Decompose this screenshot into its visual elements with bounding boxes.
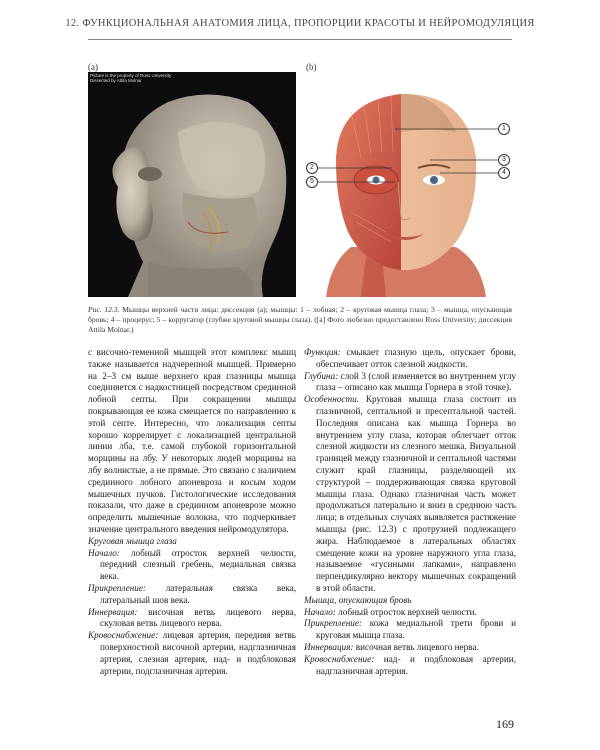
entry-insertion: Прикрепление: латеральная связка века, латеральный шов века. — [88, 582, 296, 605]
right-column — [304, 347, 516, 677]
section-title: Круговая мышца глаза — [88, 535, 177, 546]
photo-credit: Picture is the property of Ross University Dissected by Attila Molnar — [90, 73, 172, 83]
running-header: 12. ФУНКЦИОНАЛЬНАЯ АНАТОМИЯ ЛИЦА, ПРОПОРЦИИ КРАСОТЫ И НЕЙРОМОДУЛЯЦИЯ — [65, 18, 535, 29]
entry-insertion-2: Прикрепление: кожа медиальной трети брови и круговая мышца глаза. — [304, 618, 516, 641]
entry-depth: Глубина: слой 3 (слой изменяется во внутреннем углу глаза – описано как мышца Горнера в этой точке). — [304, 370, 516, 393]
left-column — [88, 347, 296, 677]
entry-features: Особенности. Круговая мышца глаза состоит из глазничной, септальной и пресептальной частей. Последняя описана как мышца Горнера во внутреннем углу глаза, которая облегчает отток слезной жидкости из слезного мешка. Визуальной границей между глазничной и септальной частями служит край глазницы, разделяющей их структурой – поддерживающая связка круговой мышцы глаза. Однако глазничная часть может продолжаться латерально и вниз в среднюю часть лица; в отдельных случаях выявляется растяжение мышцы (рис. 12.3) с протрузией подлежащего жира. Наблюдаемое в латеральных областях смещение кожи на уровне наружного угла глаза, называемое «гусиными лапками», направлено перпендикулярно вектору мышечных сокращений в этой области. — [304, 394, 516, 593]
entry-origin: Начало: лобный отросток верхней челюсти, передний слезный гребень, медиальная связка века. — [88, 547, 296, 582]
callout-2: 2 — [306, 162, 318, 174]
body-paragraph: с височно-теменной мышцей этот комплекс мышц также называется надчерепной мышцей. Примерно на 2–3 см выше верхнего края глазницы мышца соединяется с надкостницей посредством срединной лобной септы. При сокращении мышцы покрывающая ее кожа смещается по направлению к этой септе. Интересно, что локализация септы хорошо коррелирует с локализацией центральной линии лба, т.е. самой глубокой горизонтальной морщины на лбу. У некоторых людей морщины на лбу волнистые, а не прямые. Это связано с наличием срединного лобного апоневроза и косым ходом мышечных пучков. Гистологические исследования показали, что даже в срединном апоневрозе можно определить мышечные волокна, что подчеркивает значение центрального введения нейромодулятора. — [88, 347, 296, 534]
page-number: 169 — [496, 717, 514, 731]
entry-innervation: Иннервация: височная ветвь лицевого нерва, скуловая ветвь лицевого нерва. — [88, 606, 296, 629]
section-title-2: Мышца, опускающая бровь — [304, 594, 412, 605]
entry-blood-supply: Кровоснабжение: лицевая артерия, передняя ветвь поверхностной височной артерии, надглазничная артерия, слезная артерия, над- и подблоковая артерии, подглазничная артерия. — [88, 630, 296, 676]
figure-label-b: (b) — [306, 62, 317, 72]
callout-1: 1 — [498, 123, 510, 135]
entry-origin-2: Начало: лобный отросток верхней челюсти. — [304, 606, 477, 617]
caption-text: Мышцы верхней части лица: диссекция (a); мышцы: 1 – лобная; 2 – круговая мышца глаза; 3 – мышца, опускающая бровь; 4 – процерус; 5 – корругатор (глубже круговой мышцы глаза). ([a] Фото любезно предоставлено Ross University; диссекция Attila Molnar.) — [88, 305, 512, 335]
entry-innervation-2: Иннервация: височная ветвь лицевого нерва. — [304, 641, 479, 652]
callout-3: 3 — [498, 154, 510, 166]
entry-blood-supply-2: Кровоснабжение: над- и подблоковая артерии, надглазничная артерия. — [304, 653, 516, 676]
callout-5: 5 — [306, 176, 318, 188]
callout-4: 4 — [498, 167, 510, 179]
figure-caption — [88, 305, 512, 336]
entry-function: Функция: смыкает глазную щель, опускает брови, обеспечивает отток слезной жидкости. — [304, 347, 516, 369]
figure-label-a: (a) — [88, 62, 98, 72]
caption-label: Рис. 12.3. — [88, 305, 120, 314]
